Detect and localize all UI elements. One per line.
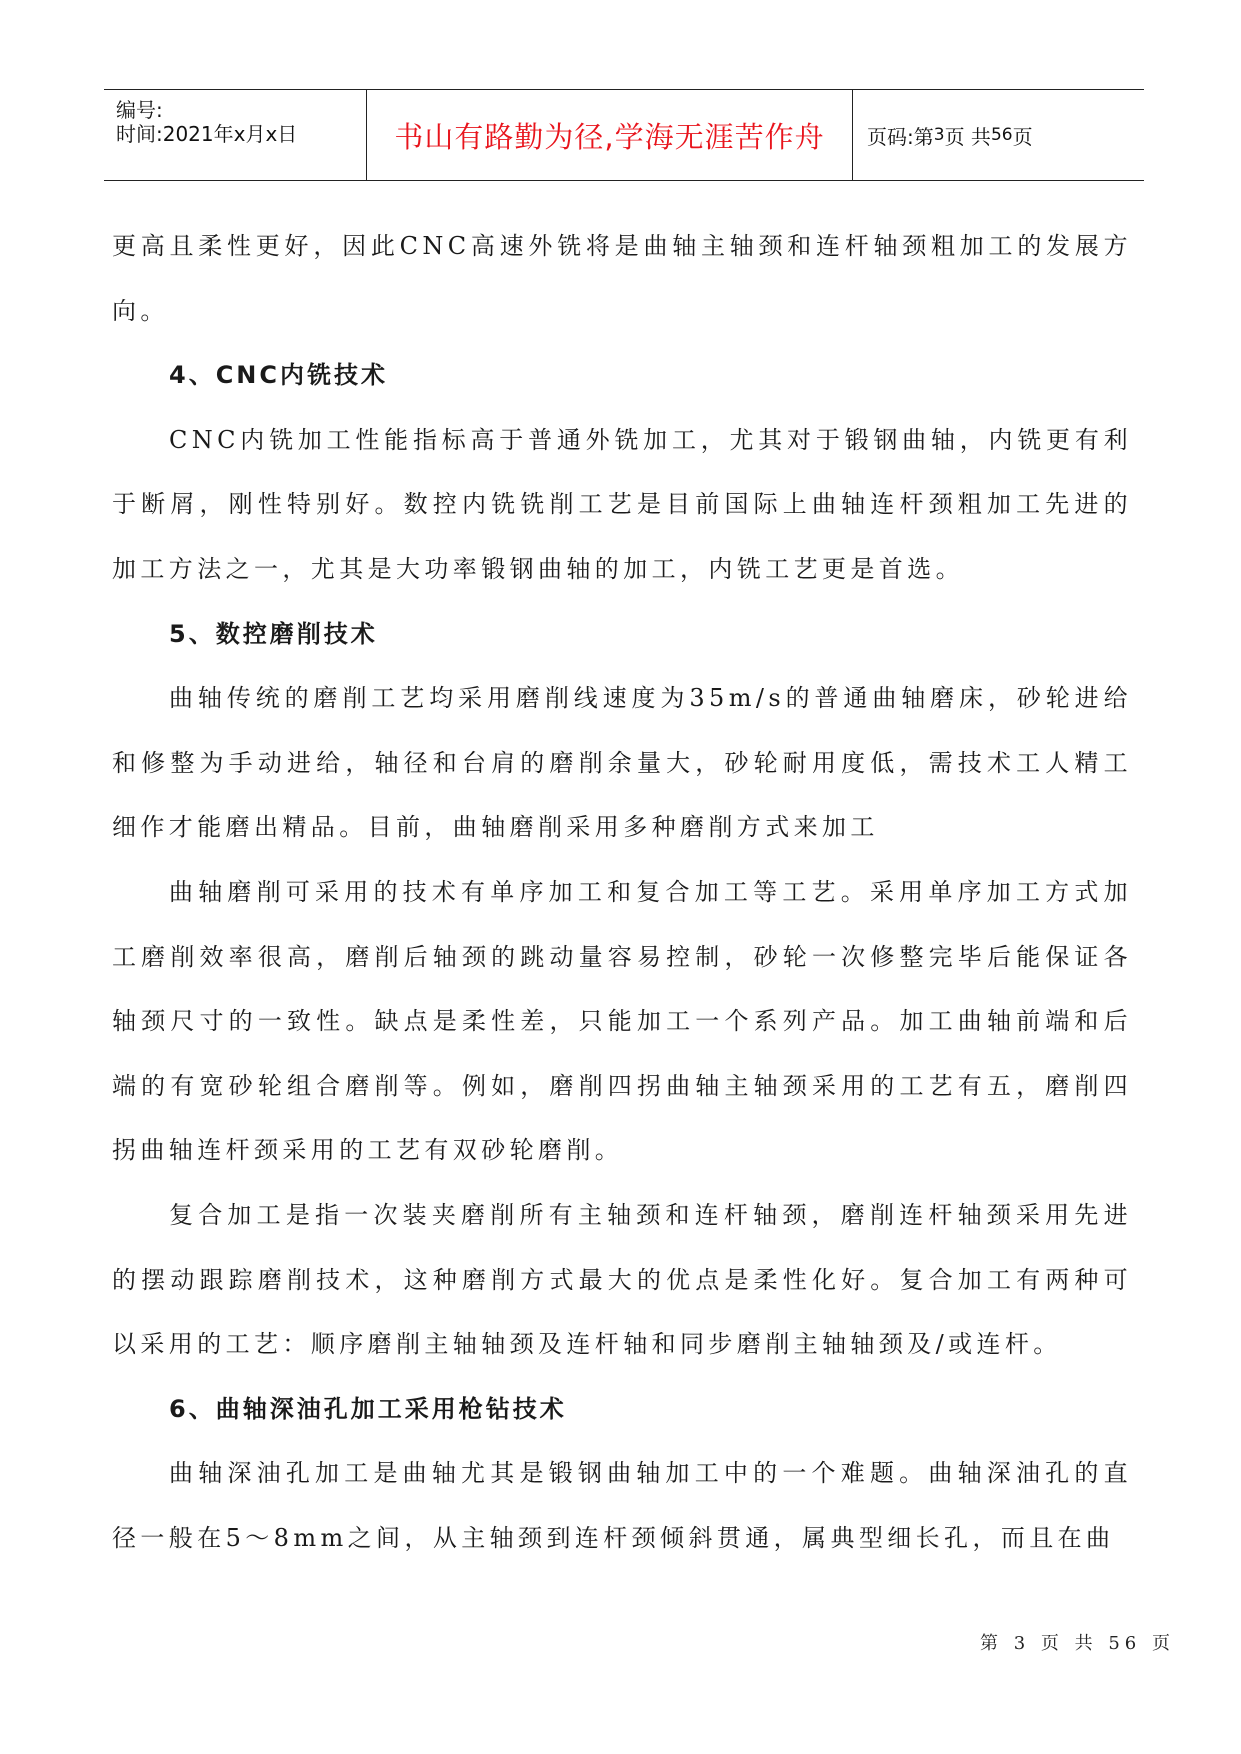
paragraph: 曲轴磨削可采用的技术有单序加工和复合加工等工艺。采用单序加工方式加工磨削效率很高，磨削后轴颈的跳动量容易控制，砂轮一次修整完毕后能保证各轴颈尺寸的一致性。缺点是柔性差，只能加工一个系列产品。加工曲轴前端和后端的有宽砂轮组合磨削等。例如，磨削四拐曲轴主轴颈采用的工艺有五，磨削四拐曲轴连杆颈采用的工艺有双砂轮磨削。 bbox=[112, 877, 1132, 1165]
serial-label: 编号: bbox=[116, 98, 163, 122]
paragraph: 曲轴深油孔加工是曲轴尤其是锻钢曲轴加工中的一个难题。曲轴深油孔的直径一般在5～8mm之间，从主轴颈到连杆颈倾斜贯通，属典型细长孔，而且在曲 bbox=[112, 1459, 1132, 1552]
header-meta-cell bbox=[104, 90, 367, 180]
paragraph: 曲轴传统的磨削工艺均采用磨削线速度为35m/s的普通曲轴磨床，砂轮进给和修整为手动进给，轴径和台肩的磨削余量大，砂轮耐用度低，需技术工人精工细作才能磨出精品。目前，曲轴磨削采用多种磨削方式来加工 bbox=[112, 684, 1132, 842]
paragraph: CNC内铣加工性能指标高于普通外铣加工，尤其对于锻钢曲轴，内铣更有利于断屑，刚性特别好。数控内铣铣削工艺是目前国际上曲轴连杆颈粗加工先进的加工方法之一，尤其是大功率锻钢曲轴的加工，内铣工艺更是首选。 bbox=[112, 425, 1132, 583]
section-heading-5: 5、数控磨削技术 bbox=[169, 619, 378, 648]
motto-text: 书山有路勤为径,学海无涯苦作舟 bbox=[394, 119, 825, 154]
page-footer: 第 3 页 共 56 页 bbox=[980, 1633, 1175, 1654]
page-code-cell bbox=[853, 90, 1144, 180]
page-code-total: 56 bbox=[990, 125, 1013, 145]
paragraph: 更高且柔性更好，因此CNC高速外铣将是曲轴主轴颈和连杆轴颈粗加工的发展方向。 bbox=[112, 232, 1132, 325]
page-code-mid: 页 共 bbox=[944, 124, 991, 149]
header-table bbox=[104, 89, 1144, 181]
section-heading-4: 4、CNC内铣技术 bbox=[169, 361, 389, 390]
time-label: 时间:2021年x月x日 bbox=[116, 122, 298, 146]
section-heading-6: 6、曲轴深油孔加工采用枪钻技术 bbox=[169, 1394, 567, 1423]
motto-cell bbox=[367, 90, 853, 180]
paragraph: 复合加工是指一次装夹磨削所有主轴颈和连杆轴颈，磨削连杆轴颈采用先进的摆动跟踪磨削技术，这种磨削方式最大的优点是柔性化好。复合加工有两种可以采用的工艺：顺序磨削主轴轴颈及连杆轴和同步磨削主轴轴颈及/或连杆。 bbox=[112, 1200, 1132, 1359]
page-code-current: 3 bbox=[933, 125, 945, 145]
page-code-label: 页码:第 bbox=[867, 124, 934, 149]
page-code-suffix: 页 bbox=[1012, 124, 1033, 149]
document-body bbox=[112, 214, 1132, 1570]
